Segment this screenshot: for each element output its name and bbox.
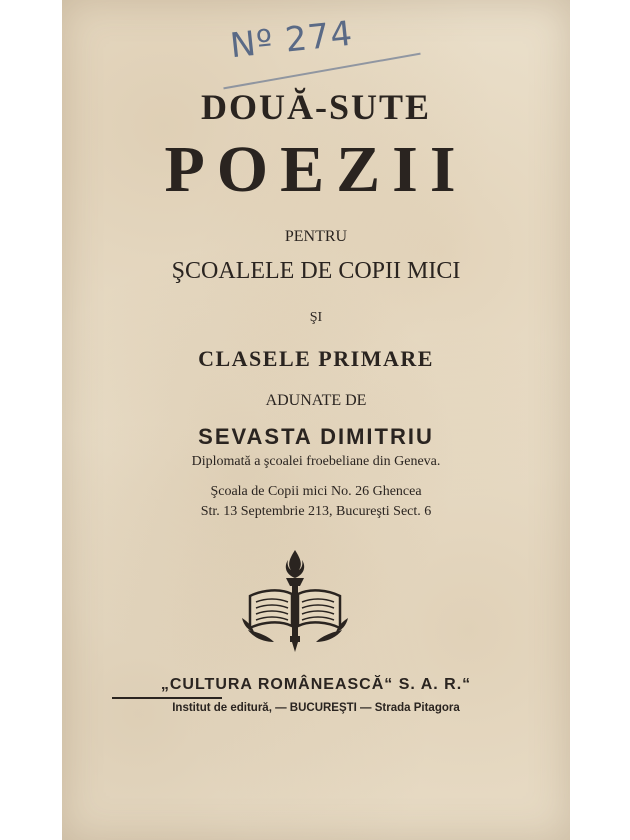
title-line-1: DOUĂ-SUTE <box>200 87 432 127</box>
author-address: Str. 13 Septembrie 213, Bucureşti Sect. 6 <box>200 504 432 519</box>
subtitle-pentru: PENTRU <box>284 228 348 245</box>
author-diploma: Diplomată a şcoalei froebeliane din Geneva. <box>191 454 441 469</box>
title-page <box>62 0 570 840</box>
credit-adunate: ADUNATE DE <box>265 392 367 409</box>
handwritten-number: Nº 274 <box>228 13 355 67</box>
subtitle-clasele: CLASELE PRIMARE <box>198 346 434 371</box>
title-line-2: POEZII <box>164 133 468 206</box>
book-torch-emblem-icon <box>240 546 350 656</box>
author-school: Şcoala de Copii mici No. 26 Ghencea <box>210 484 422 499</box>
publisher-name: „CULTURA ROMÂNEASCĂ“ S. A. R.“ <box>160 676 472 693</box>
publisher-underline <box>112 697 222 699</box>
subtitle-scoalele: ŞCOALELE DE COPII MICI <box>171 258 461 284</box>
publisher-imprint: Institut de editură, — BUCUREŞTI — Strada Pitagora <box>172 702 460 714</box>
author-name: SEVASTA DIMITRIU <box>198 424 434 449</box>
subtitle-si: ŞI <box>309 310 323 325</box>
